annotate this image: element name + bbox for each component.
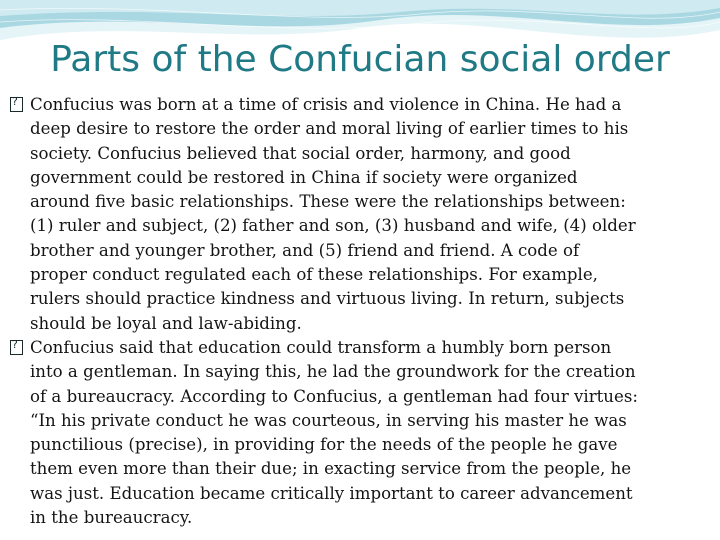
text-line: around five basic relationships. These were the relationships between:	[30, 192, 626, 212]
text-line: punctilious (precise), in providing for the needs of the people he gave	[30, 435, 618, 455]
missing-glyph-bullet-icon	[10, 97, 23, 112]
text-line: into a gentleman. In saying this, he lad the groundwork for the creation	[30, 362, 636, 382]
bullet-item	[10, 336, 716, 530]
text-line: Confucius said that education could transform a humbly born person	[30, 337, 612, 357]
slide-title: Parts of the Confucian social order	[50, 39, 670, 80]
text-line: was just. Education became critically important to career advancement	[30, 483, 633, 503]
text-line: brother and younger brother, and (5) friend and friend. A code of	[30, 240, 580, 260]
text-line: should be loyal and law-abiding.	[30, 313, 302, 333]
text-line: deep desire to restore the order and moral living of earlier times to his	[30, 119, 629, 139]
bullet-paragraph	[30, 93, 716, 336]
text-line: “In his private conduct he was courteous, in serving his master he was	[30, 410, 627, 430]
text-line: Confucius was born at a time of crisis and violence in China. He had a	[30, 95, 622, 114]
text-line: them even more than their due; in exacting service from the people, he	[30, 459, 632, 479]
text-line: in the bureaucracy.	[30, 508, 193, 528]
bullet-paragraph	[30, 336, 716, 530]
text-line: proper conduct regulated each of these relationships. For example,	[30, 265, 598, 285]
text-line: rulers should practice kindness and virtuous living. In return, subjects	[30, 289, 625, 309]
text-line: of a bureaucracy. According to Confucius, a gentleman had four virtues:	[30, 386, 638, 406]
text-line: (1) ruler and subject, (2) father and son, (3) husband and wife, (4) older	[30, 216, 636, 236]
missing-glyph-bullet-icon	[10, 340, 23, 355]
text-line: society. Confucius believed that social order, harmony, and good	[30, 143, 571, 163]
bullet-list	[10, 93, 716, 530]
text-line: government could be restored in China if society were organized	[30, 167, 578, 187]
bullet-item	[10, 93, 716, 336]
